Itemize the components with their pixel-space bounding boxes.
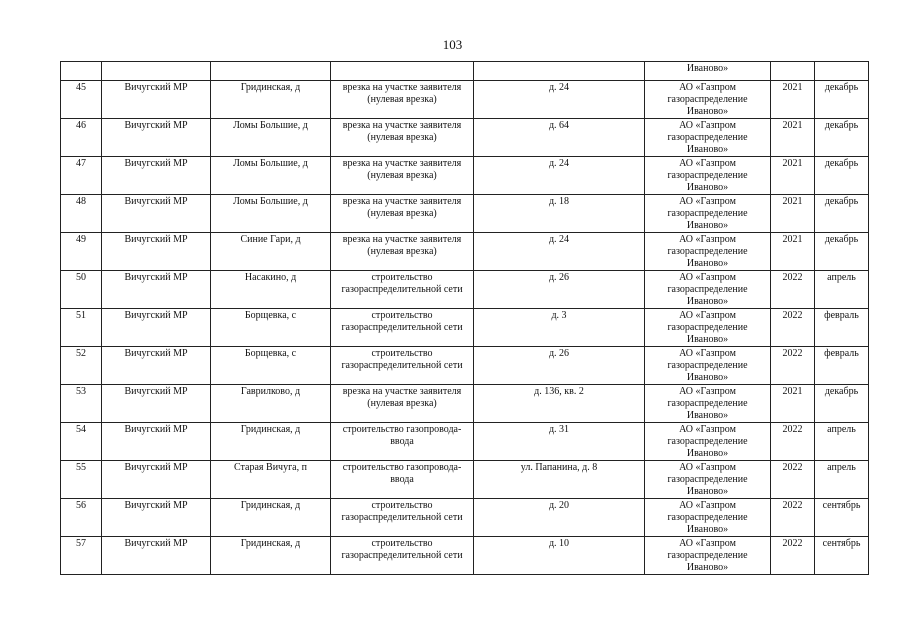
- district-cell: Вичугский МР: [102, 233, 211, 271]
- address-cell: [474, 62, 645, 81]
- year-cell: 2021: [771, 233, 815, 271]
- work-type-cell: врезка на участке заявителя (нулевая врезка): [331, 233, 474, 271]
- org-cell: АО «Газпром газораспределение Иваново»: [645, 423, 771, 461]
- work-type-cell: [331, 62, 474, 81]
- address-cell: ул. Папанина, д. 8: [474, 461, 645, 499]
- table-row: [61, 537, 869, 575]
- num-cell: 45: [61, 81, 102, 119]
- district-cell: Вичугский МР: [102, 119, 211, 157]
- address-cell: д. 20: [474, 499, 645, 537]
- year-cell: 2021: [771, 195, 815, 233]
- org-cell: АО «Газпром газораспределение Иваново»: [645, 157, 771, 195]
- work-type-cell: врезка на участке заявителя (нулевая врезка): [331, 157, 474, 195]
- work-type-cell: врезка на участке заявителя (нулевая врезка): [331, 119, 474, 157]
- address-cell: д. 136, кв. 2: [474, 385, 645, 423]
- num-cell: 56: [61, 499, 102, 537]
- district-cell: Вичугский МР: [102, 461, 211, 499]
- year-cell: [771, 62, 815, 81]
- year-cell: 2021: [771, 157, 815, 195]
- address-cell: д. 18: [474, 195, 645, 233]
- settlement-cell: [211, 62, 331, 81]
- address-cell: д. 10: [474, 537, 645, 575]
- table-row: [61, 347, 869, 385]
- year-cell: 2021: [771, 119, 815, 157]
- district-cell: Вичугский МР: [102, 347, 211, 385]
- work-type-cell: врезка на участке заявителя (нулевая врезка): [331, 81, 474, 119]
- work-type-cell: строительство газораспределительной сети: [331, 309, 474, 347]
- work-type-cell: строительство газораспределительной сети: [331, 271, 474, 309]
- district-cell: Вичугский МР: [102, 271, 211, 309]
- settlement-cell: Борщевка, с: [211, 309, 331, 347]
- table-row: [61, 81, 869, 119]
- num-cell: 55: [61, 461, 102, 499]
- month-cell: апрель: [815, 461, 869, 499]
- address-cell: д. 24: [474, 233, 645, 271]
- settlement-cell: Ломы Большие, д: [211, 119, 331, 157]
- num-cell: 53: [61, 385, 102, 423]
- settlement-cell: Насакино, д: [211, 271, 331, 309]
- num-cell: 52: [61, 347, 102, 385]
- num-cell: 49: [61, 233, 102, 271]
- org-cell: АО «Газпром газораспределение Иваново»: [645, 81, 771, 119]
- settlement-cell: Гридинская, д: [211, 499, 331, 537]
- org-cell: АО «Газпром газораспределение Иваново»: [645, 271, 771, 309]
- month-cell: февраль: [815, 347, 869, 385]
- district-cell: Вичугский МР: [102, 195, 211, 233]
- table-row: [61, 233, 869, 271]
- work-type-cell: строительство газораспределительной сети: [331, 537, 474, 575]
- org-cell: АО «Газпром газораспределение Иваново»: [645, 347, 771, 385]
- month-cell: сентябрь: [815, 537, 869, 575]
- settlement-cell: Ломы Большие, д: [211, 195, 331, 233]
- district-cell: Вичугский МР: [102, 537, 211, 575]
- address-cell: д. 24: [474, 81, 645, 119]
- num-cell: 54: [61, 423, 102, 461]
- month-cell: февраль: [815, 309, 869, 347]
- page-number: 103: [442, 37, 463, 52]
- work-type-cell: врезка на участке заявителя (нулевая врезка): [331, 385, 474, 423]
- num-cell: 46: [61, 119, 102, 157]
- district-cell: Вичугский МР: [102, 309, 211, 347]
- work-type-cell: строительство газораспределительной сети: [331, 347, 474, 385]
- month-cell: апрель: [815, 271, 869, 309]
- settlement-cell: Ломы Большие, д: [211, 157, 331, 195]
- year-cell: 2022: [771, 499, 815, 537]
- org-cell: АО «Газпром газораспределение Иваново»: [645, 461, 771, 499]
- month-cell: декабрь: [815, 81, 869, 119]
- settlement-cell: Борщевка, с: [211, 347, 331, 385]
- org-cell: АО «Газпром газораспределение Иваново»: [645, 309, 771, 347]
- org-cell: АО «Газпром газораспределение Иваново»: [645, 119, 771, 157]
- year-cell: 2022: [771, 309, 815, 347]
- table-row: [61, 157, 869, 195]
- num-cell: 51: [61, 309, 102, 347]
- month-cell: сентябрь: [815, 499, 869, 537]
- address-cell: д. 24: [474, 157, 645, 195]
- year-cell: 2022: [771, 347, 815, 385]
- month-cell: декабрь: [815, 157, 869, 195]
- table-row: [61, 423, 869, 461]
- month-cell: декабрь: [815, 385, 869, 423]
- table-row: [61, 309, 869, 347]
- table-row: [61, 271, 869, 309]
- settlement-cell: Гридинская, д: [211, 81, 331, 119]
- settlement-cell: Гридинская, д: [211, 537, 331, 575]
- work-type-cell: строительство газораспределительной сети: [331, 499, 474, 537]
- org-cell: АО «Газпром газораспределение Иваново»: [645, 195, 771, 233]
- district-cell: Вичугский МР: [102, 81, 211, 119]
- settlement-cell: Гридинская, д: [211, 423, 331, 461]
- num-cell: 48: [61, 195, 102, 233]
- gasification-table: [60, 61, 869, 575]
- year-cell: 2021: [771, 81, 815, 119]
- district-cell: Вичугский МР: [102, 157, 211, 195]
- table-row: [61, 499, 869, 537]
- org-cell: Иваново»: [645, 62, 771, 81]
- num-cell: [61, 62, 102, 81]
- work-type-cell: строительство газопровода-ввода: [331, 461, 474, 499]
- num-cell: 47: [61, 157, 102, 195]
- settlement-cell: Старая Вичуга, п: [211, 461, 331, 499]
- table-body: [61, 62, 869, 575]
- year-cell: 2022: [771, 423, 815, 461]
- settlement-cell: Синие Гари, д: [211, 233, 331, 271]
- district-cell: Вичугский МР: [102, 499, 211, 537]
- district-cell: [102, 62, 211, 81]
- work-type-cell: строительство газопровода-ввода: [331, 423, 474, 461]
- address-cell: д. 31: [474, 423, 645, 461]
- address-cell: д. 3: [474, 309, 645, 347]
- settlement-cell: Гаврилково, д: [211, 385, 331, 423]
- org-cell: АО «Газпром газораспределение Иваново»: [645, 233, 771, 271]
- address-cell: д. 26: [474, 347, 645, 385]
- address-cell: д. 26: [474, 271, 645, 309]
- month-cell: декабрь: [815, 233, 869, 271]
- month-cell: декабрь: [815, 195, 869, 233]
- org-cell: АО «Газпром газораспределение Иваново»: [645, 537, 771, 575]
- num-cell: 50: [61, 271, 102, 309]
- org-cell: АО «Газпром газораспределение Иваново»: [645, 499, 771, 537]
- month-cell: [815, 62, 869, 81]
- org-cell: АО «Газпром газораспределение Иваново»: [645, 385, 771, 423]
- year-cell: 2022: [771, 537, 815, 575]
- year-cell: 2021: [771, 385, 815, 423]
- month-cell: апрель: [815, 423, 869, 461]
- table-row: [61, 195, 869, 233]
- year-cell: 2022: [771, 271, 815, 309]
- table-row: [61, 119, 869, 157]
- month-cell: декабрь: [815, 119, 869, 157]
- address-cell: д. 64: [474, 119, 645, 157]
- district-cell: Вичугский МР: [102, 423, 211, 461]
- district-cell: Вичугский МР: [102, 385, 211, 423]
- table-row: [61, 385, 869, 423]
- table-row: [61, 461, 869, 499]
- work-type-cell: врезка на участке заявителя (нулевая врезка): [331, 195, 474, 233]
- continuation-row: [61, 62, 869, 81]
- year-cell: 2022: [771, 461, 815, 499]
- num-cell: 57: [61, 537, 102, 575]
